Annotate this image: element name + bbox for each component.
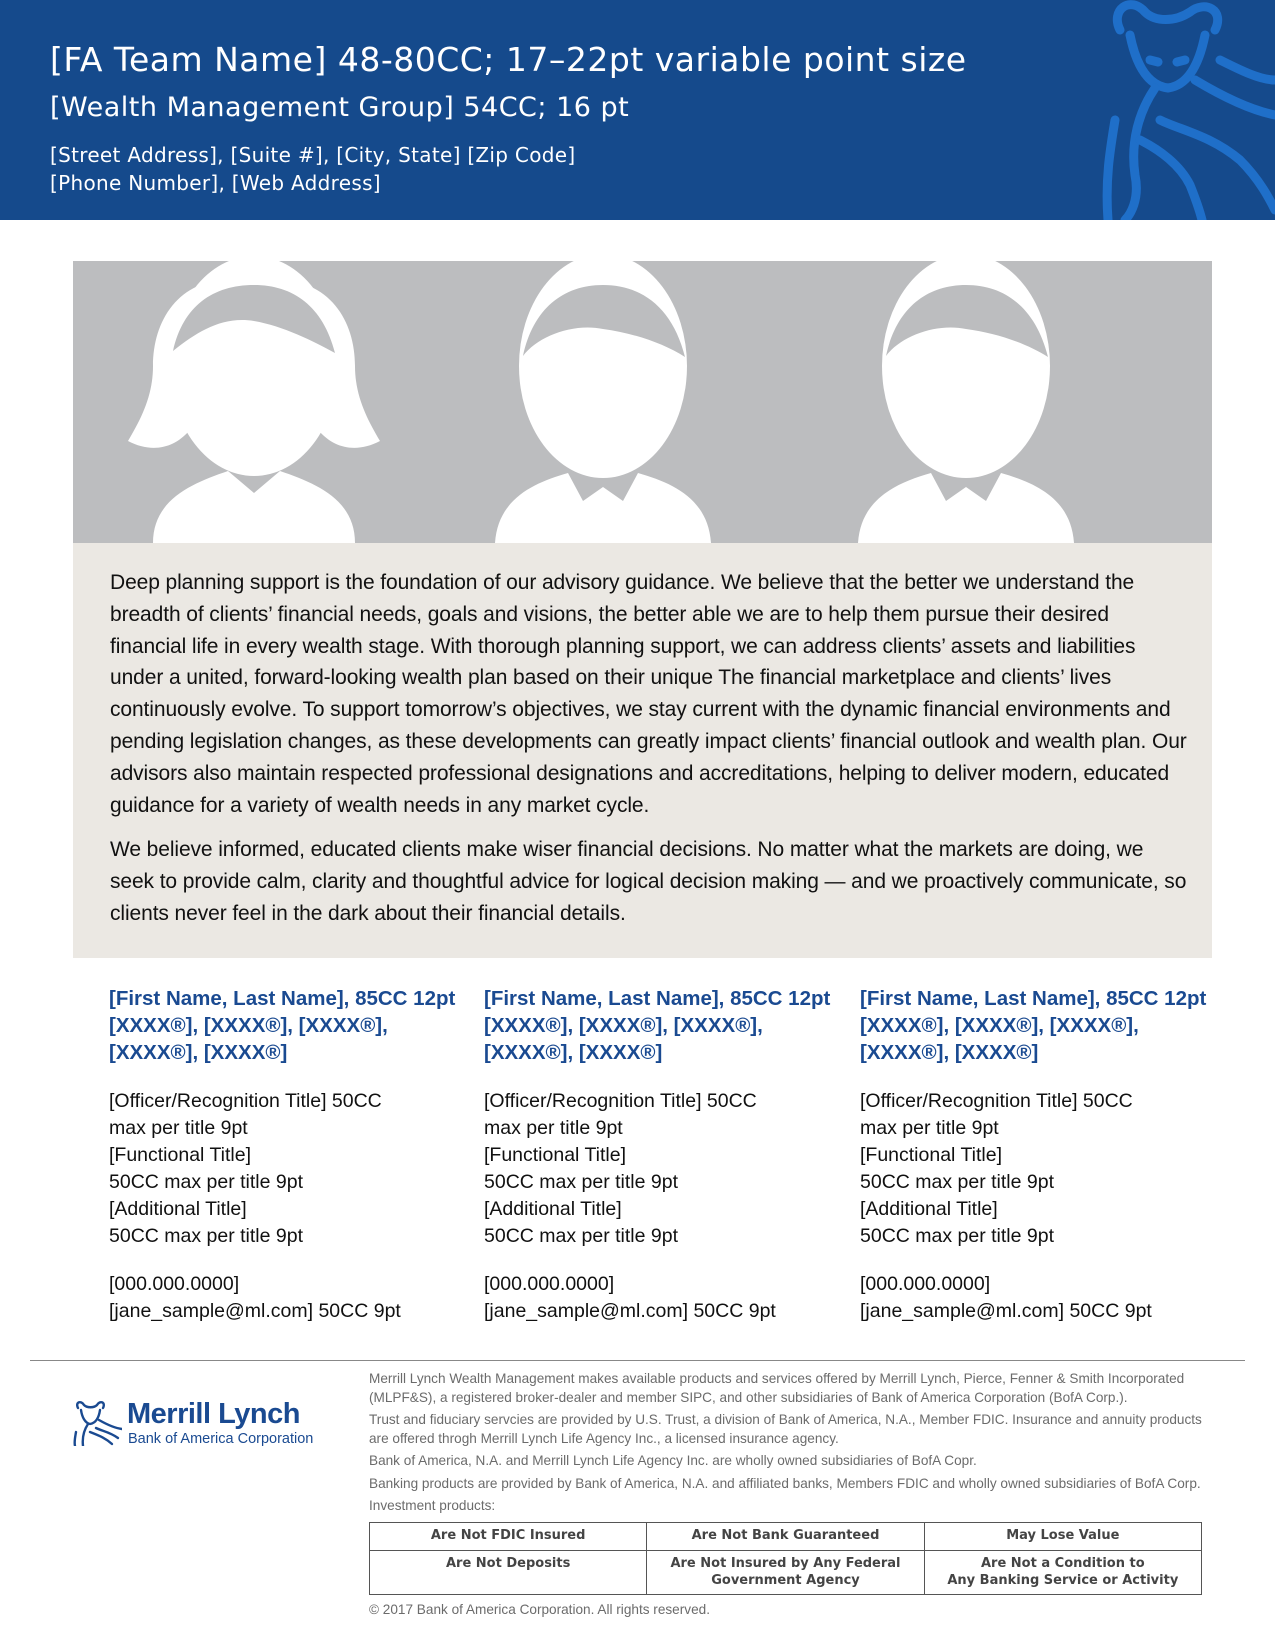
member-titles <box>860 1088 1220 1250</box>
member-designations: [XXXX®], [XXXX®], [XXXX®], <box>860 1014 1139 1037</box>
member-email: [jane_sample@ml.com] 50CC 9pt <box>860 1300 1152 1322</box>
table-cell: Are Not Bank Guaranteed <box>647 1523 924 1551</box>
additional-title: [Additional Title] <box>109 1198 247 1220</box>
member-contact <box>484 1271 844 1325</box>
merrill-lynch-logo <box>72 1398 332 1448</box>
header-band <box>0 0 1275 220</box>
investment-products-label: Investment products: <box>369 1498 496 1513</box>
functional-title-note: 50CC max per title 9pt <box>860 1171 1055 1193</box>
member-contact <box>860 1271 1220 1325</box>
member-designations: [XXXX®], [XXXX®] <box>860 1041 1039 1064</box>
street-address: [Street Address], [Suite #], [City, State] [Zip Code] <box>50 143 576 167</box>
person-female-icon <box>128 261 380 543</box>
member-phone: [000.000.0000] <box>109 1273 240 1295</box>
photo-placeholder-panel <box>73 261 1212 543</box>
member-email: [jane_sample@ml.com] 50CC 9pt <box>109 1300 401 1322</box>
table-cell <box>924 1551 1201 1595</box>
additional-title-note: 50CC max per title 9pt <box>109 1225 304 1247</box>
functional-title: [Functional Title] <box>860 1144 1002 1166</box>
table-cell-line: Are Not Insured by Any Federal <box>670 1556 901 1571</box>
member-designations: [XXXX®], [XXXX®] <box>109 1041 288 1064</box>
team-member-2 <box>484 985 844 1325</box>
member-phone: [000.000.0000] <box>860 1273 991 1295</box>
footer-divider <box>30 1360 1245 1361</box>
logo-brand-text: Merrill Lynch <box>127 1398 300 1430</box>
member-titles <box>484 1088 844 1250</box>
officer-title: [Officer/Recognition Title] 50CC <box>860 1090 1133 1112</box>
additional-title-note: 50CC max per title 9pt <box>484 1225 679 1247</box>
functional-title: [Functional Title] <box>109 1144 251 1166</box>
disclaimer-paragraph: Merrill Lynch Wealth Management makes available products and services offered by Merrill Lynch, Pierce, Fenner & Smith Incorporated (MLPF&S), a registered broker-dealer and member SIPC, and other subsidiaries of Bank of America Corporation (BofA Corp.). <box>369 1371 1185 1405</box>
officer-title: [Officer/Recognition Title] 50CC <box>109 1090 382 1112</box>
member-designations: [XXXX®], [XXXX®], [XXXX®], <box>484 1014 763 1037</box>
officer-title-note: max per title 9pt <box>484 1117 623 1139</box>
table-cell <box>647 1551 924 1595</box>
table-cell: Are Not Deposits <box>370 1551 647 1595</box>
table-cell-line: Any Banking Service or Activity <box>947 1573 1179 1588</box>
team-name: [FA Team Name] 48-80CC; 17–22pt variable point size <box>50 40 967 79</box>
investment-disclosure-table <box>369 1522 1202 1595</box>
person-male-icon <box>858 261 1074 543</box>
member-phone: [000.000.0000] <box>484 1273 615 1295</box>
additional-title: [Additional Title] <box>860 1198 998 1220</box>
table-row <box>370 1523 1202 1551</box>
table-cell-line: Are Not a Condition to <box>980 1556 1145 1571</box>
member-email: [jane_sample@ml.com] 50CC 9pt <box>484 1300 776 1322</box>
table-cell-line: Government Agency <box>711 1573 860 1588</box>
functional-title: [Functional Title] <box>484 1144 626 1166</box>
officer-title-note: max per title 9pt <box>109 1117 248 1139</box>
member-titles <box>109 1088 469 1250</box>
functional-title-note: 50CC max per title 9pt <box>109 1171 304 1193</box>
member-name: [First Name, Last Name], 85CC 12pt <box>109 987 456 1010</box>
member-contact <box>109 1271 469 1325</box>
member-name: [First Name, Last Name], 85CC 12pt <box>860 987 1207 1010</box>
disclaimer-paragraph: Trust and fiduciary servcies are provided by U.S. Trust, a division of Bank of America, N.A., Member FDIC. Insurance and annuity products are offered throgh Merrill Lynch Life Agency Inc., a licensed insurance agency. <box>369 1412 1202 1446</box>
additional-title-note: 50CC max per title 9pt <box>860 1225 1055 1247</box>
team-member-3 <box>860 985 1220 1325</box>
copyright-text: © 2017 Bank of America Corporation. All rights reserved. <box>369 1602 710 1617</box>
disclaimer-block <box>369 1370 1214 1520</box>
body-text-panel <box>73 543 1212 958</box>
member-designations: [XXXX®], [XXXX®] <box>484 1041 663 1064</box>
group-name: [Wealth Management Group] 54CC; 16 pt <box>50 92 630 123</box>
table-row <box>370 1551 1202 1595</box>
officer-title-note: max per title 9pt <box>860 1117 999 1139</box>
functional-title-note: 50CC max per title 9pt <box>484 1171 679 1193</box>
team-member-1 <box>109 985 469 1325</box>
officer-title: [Officer/Recognition Title] 50CC <box>484 1090 757 1112</box>
table-cell: May Lose Value <box>924 1523 1201 1551</box>
body-paragraph-1: Deep planning support is the foundation of our advisory guidance. We believe that the better we understand the breadth of clients’ financial needs, goals and visions, the better able we are to help them pursue their desired financial life in every wealth stage. With thorough planning support, we can address clients’ assets and liabilities under a united, forward-looking wealth plan based on their unique The financial marketplace and clients’ lives continuously evolve. To support tomorrow’s objectives, we stay current with the dynamic financial environments and pending legislation changes, as these developments can greatly impact clients’ financial outlook and wealth plan. Our advisors also maintain respected professional designations and accreditations, helping to deliver modern, educated guidance for a variety of wealth needs in any market cycle. <box>110 571 1187 817</box>
body-paragraph-2: We believe informed, educated clients make wiser financial decisions. No matter what the markets are doing, we seek to provide calm, clarity and thoughtful advice for logical decision making — and we proactively communicate, so clients never feel in the dark about their financial details. <box>110 838 1187 925</box>
table-cell: Are Not FDIC Insured <box>370 1523 647 1551</box>
person-male-icon <box>495 261 711 543</box>
bull-logo-icon <box>72 1400 122 1446</box>
bull-icon <box>1100 0 1275 220</box>
disclaimer-paragraph: Bank of America, N.A. and Merrill Lynch Life Agency Inc. are wholly owned subsidiaries of BofA Copr. <box>369 1453 977 1468</box>
additional-title: [Additional Title] <box>484 1198 622 1220</box>
member-designations: [XXXX®], [XXXX®], [XXXX®], <box>109 1014 388 1037</box>
logo-sub-text: Bank of America Corporation <box>128 1431 314 1447</box>
disclaimer-paragraph: Banking products are provided by Bank of America, N.A. and affiliated banks, Members FDIC and wholly owned subsidiaries of BofA Corp. <box>369 1475 1201 1491</box>
member-name: [First Name, Last Name], 85CC 12pt <box>484 987 831 1010</box>
placeholder-silhouettes <box>73 261 1212 543</box>
address-block <box>50 141 575 197</box>
phone-web: [Phone Number], [Web Address] <box>50 171 381 195</box>
